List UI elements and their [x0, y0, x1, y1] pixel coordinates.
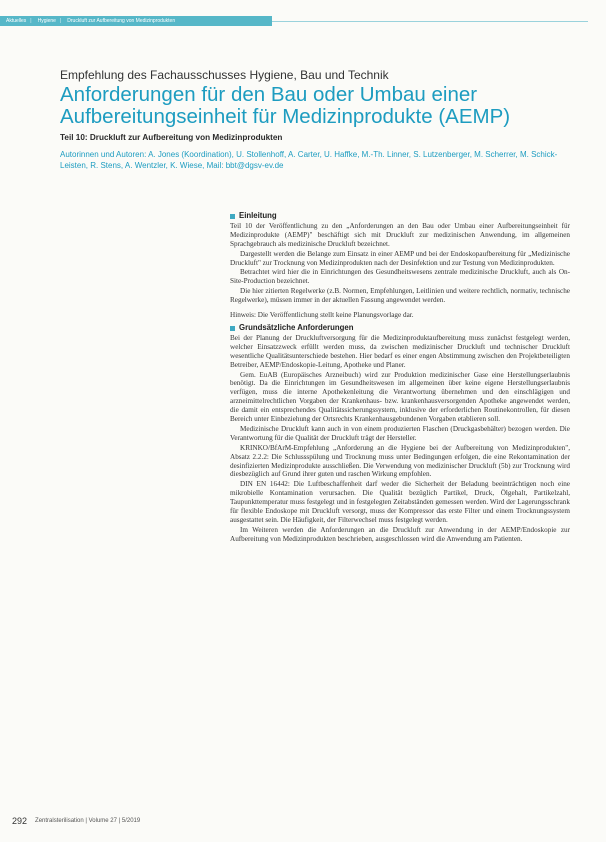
- running-header: [0, 16, 272, 26]
- journal-reference: Zentralsterilisation | Volume 27 | 5/2019: [35, 818, 141, 824]
- article-body: [230, 212, 570, 545]
- article-subtitle: Teil 10: Druckluft zur Aufbereitung von Medizinprodukten: [60, 133, 283, 142]
- paragraph: Im Weiteren werden die Anforderungen an die Druckluft zur Anwendung in der AEMP/Endoskopie zur Aufbereitung von Medizinprodukten beschrieben, ausgeschlossen wird die Anwendung am Patienten.: [230, 525, 570, 543]
- square-bullet-icon: [230, 326, 235, 331]
- paragraph: DIN EN 16442: Die Luftbeschaffenheit darf weder die Sicherheit der Beladung beeinträchtigen noch eine mikrobielle Kontamination verursachen. Die Qualität bezüglich Partikel, Druck, Ölgehalt, Partikelzahl, Taupunkttemperatur muss festgelegt und in festgelegten Zeitabständen gemessen werden. Wird der Lagerungsschrank für flexible Endoskope mit Druckluft versorgt, muss der Kompressor das erste Filter und einem Trocknungssystem ausgestattet sein. Die Häufigkeit, der Filterwechsel muss festgelegt werden.: [230, 480, 570, 524]
- paragraph: Betrachtet wird hier die in Einrichtungen des Gesundheitswesens zentrale medizinische Druckluft, auch als On-Site-Production bezeichnet.: [230, 268, 570, 286]
- page-footer: [12, 816, 572, 826]
- header-section-b: Hygiene: [37, 18, 56, 24]
- paragraph: Teil 10 der Veröffentlichung zu den „Anforderungen an den Bau oder Umbau einer Aufbereitungseinheit für Medizinprodukte (AEMP)" beschäftigt sich mit Druckluft zur medizinischen Anwendung, im allgemeinen Sprachgebrauch als medizinische Druckluft bezeichnet.: [230, 221, 570, 248]
- header-separator: |: [59, 18, 62, 24]
- section-heading-introduction: [230, 212, 570, 221]
- paragraph: Gem. EuAB (Europäisches Arzneibuch) wird zur Produktion medizinischer Gase eine Herstellungserlaubnis benötigt. Da die Einrichtungen im Gesundheitswesen im allgemeinen über keine eigene Herstellungserlaubnis verfügen, muss die interne Apothekenleitung die Verantwortung übernehmen und den einschlägigen und arzneimittelrechtlichen Vorgaben der Krankenhaus- bzw. krankenhausversorgenden Apotheke angewendet werden, die damit ein entsprechendes Qualitätssicherungssystem, inklusive der erforderlichen Routinekontrollen, für diesen Bereich unter Einbeziehung der Ortsrechts Krankenhausgebundenen Vorgaben etablieren soll.: [230, 370, 570, 424]
- section-heading-requirements: [230, 324, 570, 333]
- header-rule: [272, 21, 588, 22]
- article-kicker: Empfehlung des Fachausschusses Hygiene, Bau und Technik: [60, 68, 389, 82]
- square-bullet-icon: [230, 214, 235, 219]
- note-paragraph: Hinweis: Die Veröffentlichung stellt keine Planungsvorlage dar.: [230, 311, 414, 320]
- paragraph: Medizinische Druckluft kann auch in von einem produzierten Flaschen (Druckgasbehälter) bezogen werden. Die Verantwortung für die Qualität der Druckluft trägt der Hersteller.: [230, 424, 570, 442]
- header-section-a: Aktuelles: [6, 18, 27, 24]
- paragraph: KRINKO/BfArM-Empfehlung „Anforderung an die Hygiene bei der Aufbereitung von Medizinprodukten", Absatz 2.2.2: Die Schlussspülung und Trocknung muss unter Bedingungen erfolgen, die eine Rekontamination der desinfizierten Medizinprodukte ausschließen. Die Verwendung von medizinischer Druckluft (5b) zur Trocknung wird diesbezüglich auf Grund ihrer guten und raschen Wirkung empfohlen.: [230, 443, 570, 479]
- author-list: Autorinnen und Autoren: A. Jones (Koordination), U. Stollenhoff, A. Carter, U. Haffke, M.-Th. Linner, S. Lutzenberger, M. Scherrer, M. Schick-Leisten, R. Stens, A. Wentzler, K. Wiese, Mail: bbt@dgsv-ev.de: [60, 150, 558, 170]
- section-heading-label: Einleitung: [239, 211, 277, 220]
- page-number: 292: [12, 816, 28, 826]
- paragraph: Die hier zitierten Regelwerke (z.B. Normen, Empfehlungen, Leitlinien und weitere rechtlich, normativ, technische Regelwerke), müssen immer in der aktuellen Fassung angewendet werden.: [230, 287, 570, 305]
- header-separator: |: [30, 18, 32, 24]
- header-topic: Druckluft zur Aufbereitung von Medizinprodukten: [67, 18, 176, 24]
- section-heading-label: Grundsätzliche Anforderungen: [239, 322, 354, 332]
- paragraph: Bei der Planung der Druckluftversorgung für die Medizinproduktaufbereitung muss zunächst festgelegt werden, welcher Einsatzzweck erfüllt werden muss, da zwischen medizinischer Druckluft und technischer Druckluft wesentliche Qualitätsunterschiede bestehen. Hier bedarf es einer engen Abstimmung zwischen den Projektbeteiligten Betreiber, AEMP/Endoskopie-Leitung, Apotheke und Planer.: [230, 333, 570, 369]
- article-title: Anforderungen für den Bau oder Umbau einer Aufbereitungseinheit für Medizinprodukte (AEMP): [60, 83, 511, 128]
- paragraph: Dargestellt werden die Belange zum Einsatz in einer AEMP und bei der Endoskopaufbereitung für „Medizinische Druckluft" zur Trocknung von Medizinprodukten nach der Desinfektion und zur Testung von Medizinprodukten.: [230, 249, 570, 267]
